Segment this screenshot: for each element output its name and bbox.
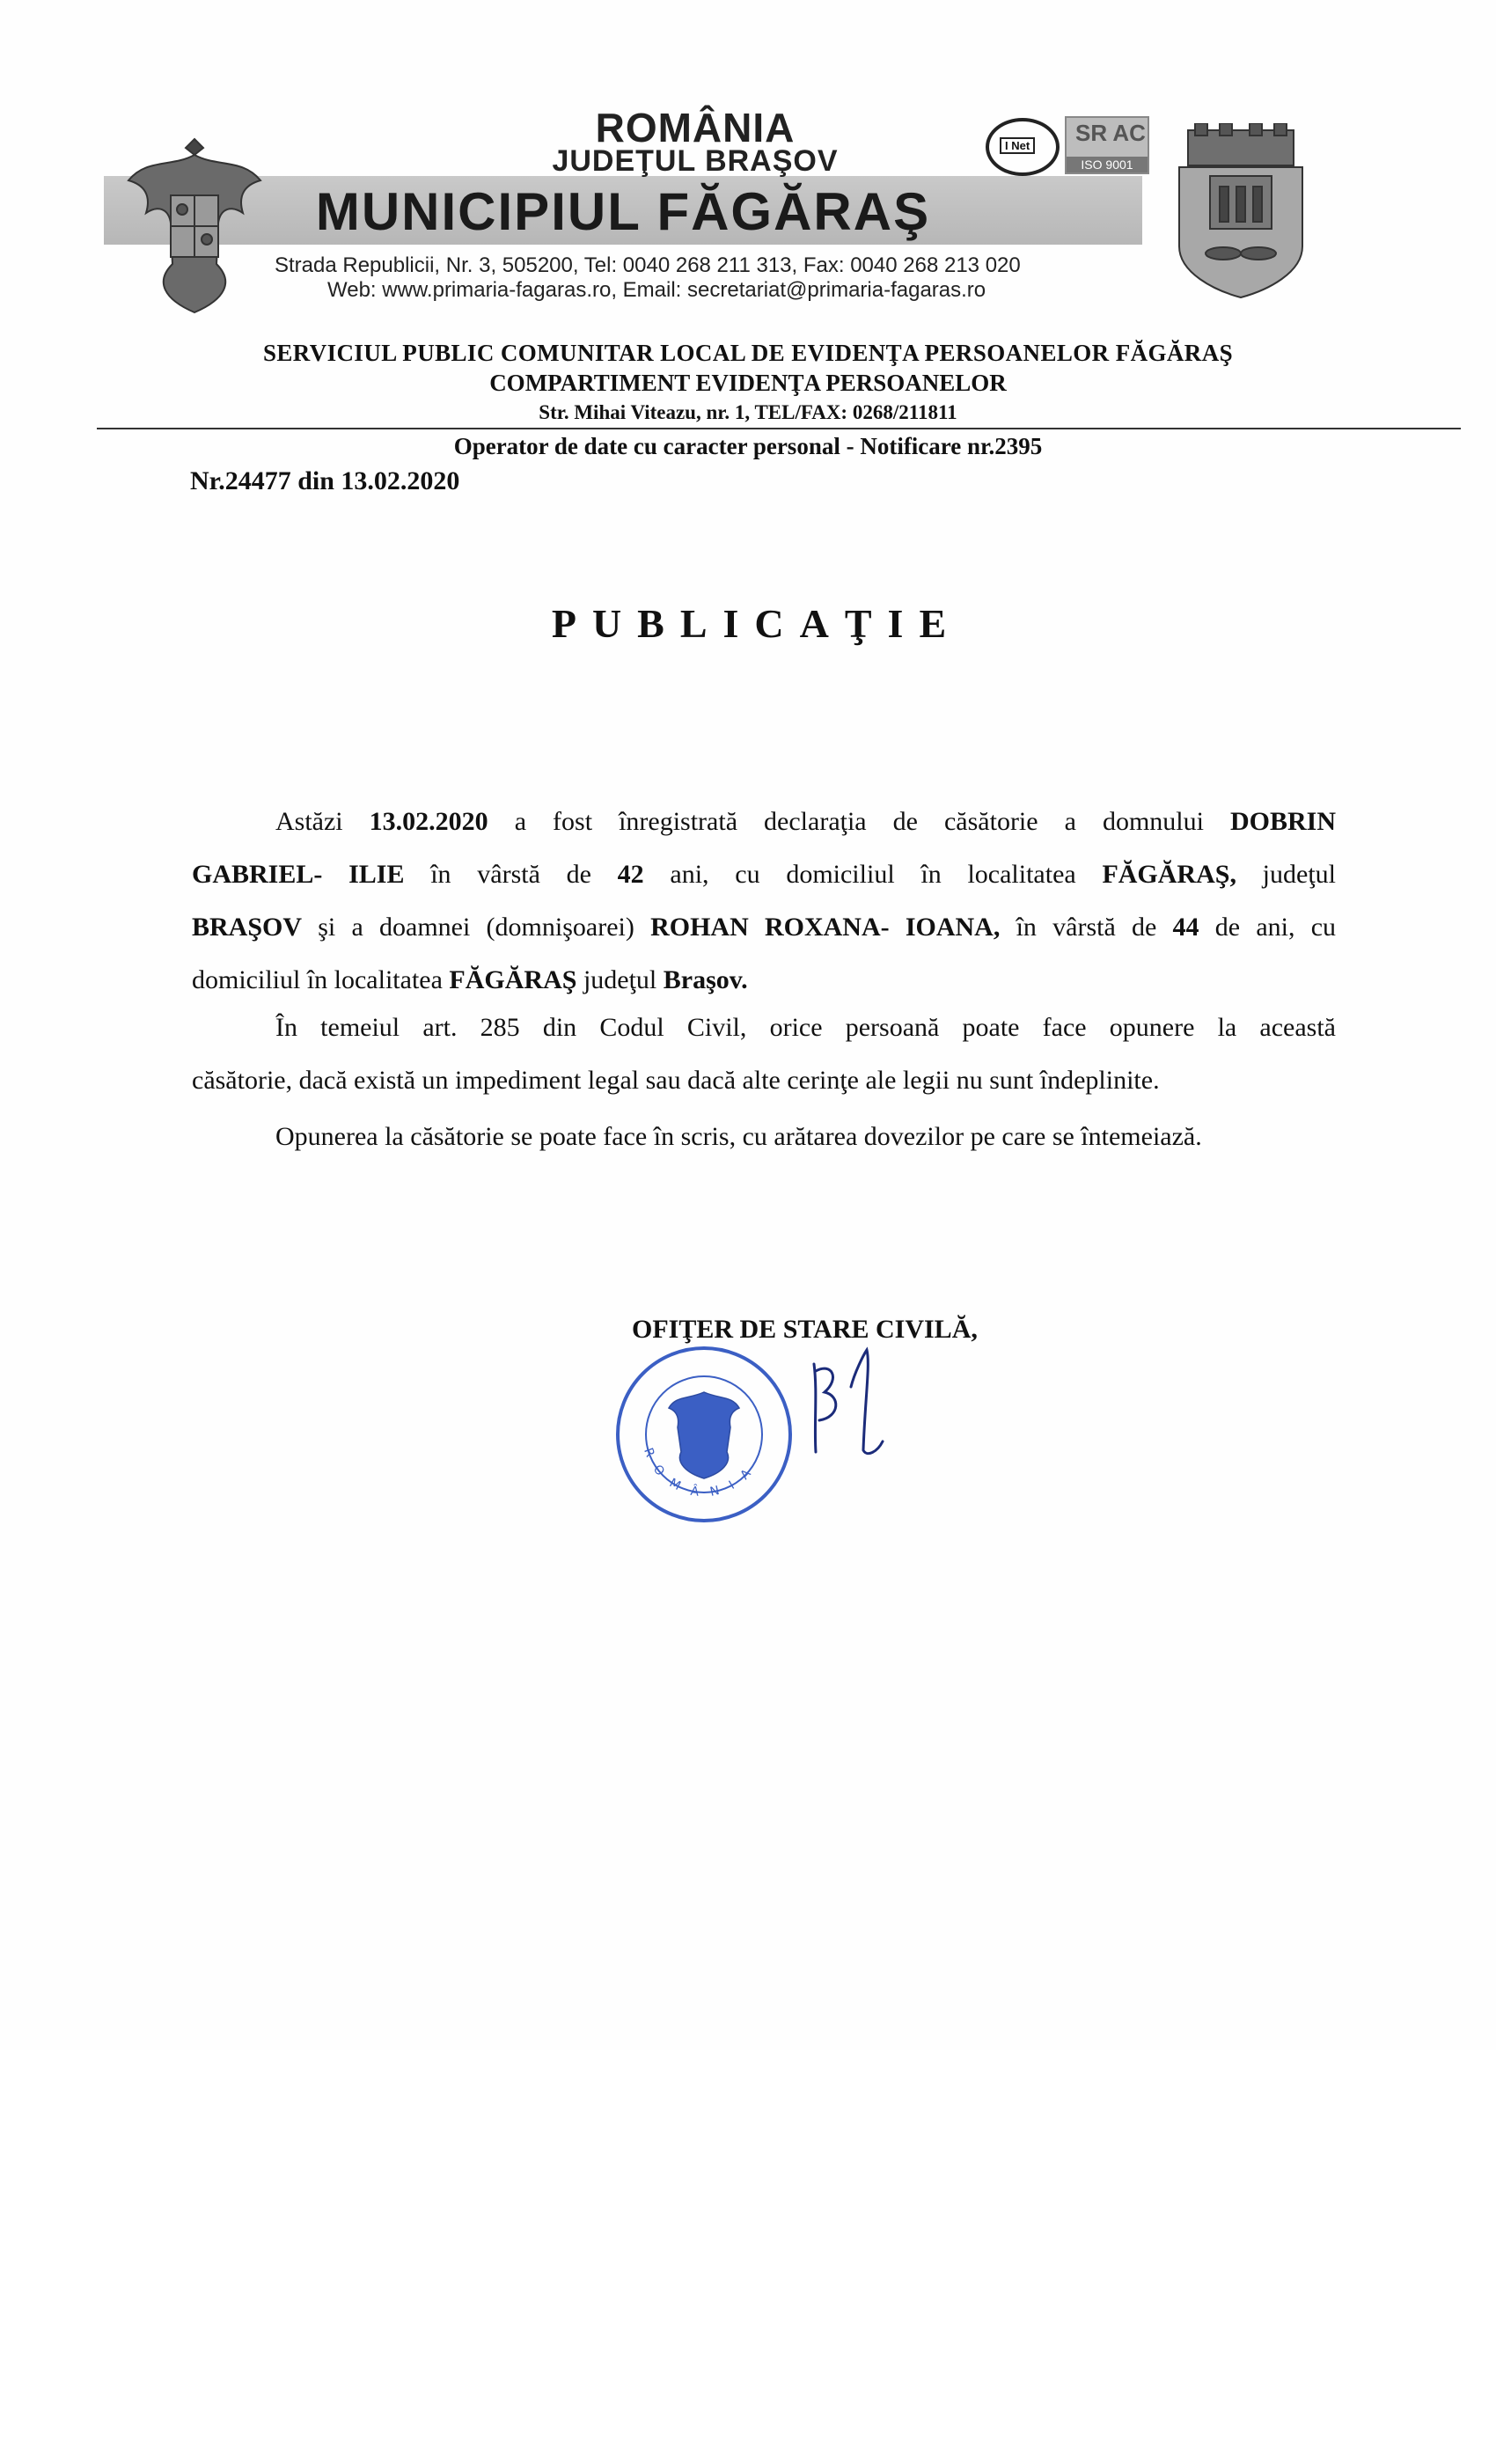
bride-county: Braşov. — [663, 965, 748, 994]
declaration-date: 13.02.2020 — [369, 807, 488, 836]
inet-certification-badge — [986, 118, 1060, 176]
paragraph-line — [192, 848, 1336, 901]
bride-locality: FĂGĂRAŞ — [449, 965, 577, 994]
srac-badge-label: SR AC — [1075, 120, 1146, 146]
text-span: şi a doamnei (domnişoarei) — [302, 913, 651, 942]
official-stamp-icon — [607, 1338, 801, 1531]
paragraph-line: căsătorie, dacă există un impediment legal sau dacă alte cerinţe ale legii nu sunt îndeplinite. — [192, 1066, 1160, 1095]
letterhead-municipality: MUNICIPIUL FĂGĂRAŞ — [315, 182, 931, 241]
groom-locality: FĂGĂRAŞ, — [1102, 860, 1236, 889]
service-name: SERVICIUL PUBLIC COMUNITAR LOCAL DE EVIDENŢA PERSOANELOR FĂGĂRAŞ — [262, 340, 1234, 366]
legal-basis-paragraph — [192, 1001, 1336, 1107]
inet-badge-label: I Net — [1000, 137, 1035, 154]
data-operator-notice: Operator de date cu caracter personal - Notificare nr.2395 — [453, 433, 1043, 459]
service-address: Str. Mihai Viteazu, nr. 1, TEL/FAX: 0268/211811 — [539, 401, 957, 423]
text-span: a fost înregistrată declaraţia de căsătorie a domnului — [488, 807, 1230, 836]
stamp-bottom-text: R O M Â N I A — [641, 1446, 758, 1500]
text-span: judeţul — [1236, 860, 1337, 889]
document-title: PUBLICAŢIE — [551, 601, 963, 646]
letterhead-web: Web: www.primaria-fagaras.ro, Email: secretariat@primaria-fagaras.ro — [327, 278, 986, 302]
paragraph-line: În temeiul art. 285 din Codul Civil, orice persoană poate face opunere la această — [275, 1013, 1336, 1042]
letterhead-address: Strada Republicii, Nr. 3, 505200, Tel: 0040 268 211 313, Fax: 0040 268 213 020 — [275, 253, 1021, 277]
paragraph-line — [192, 901, 1336, 954]
paragraph-line — [192, 796, 1336, 848]
letterhead-county: JUDEŢUL BRAŞOV — [552, 144, 839, 178]
letterhead-country: ROMÂNIA — [595, 105, 796, 150]
text-span: judeţul — [576, 965, 664, 994]
header-divider — [97, 428, 1461, 429]
groom-county: BRAŞOV — [192, 913, 303, 942]
fagaras-city-crest-icon — [1170, 123, 1311, 299]
handwritten-signature — [805, 1346, 902, 1470]
document-number: Nr.24477 din 13.02.2020 — [190, 466, 460, 495]
iso-badge-label: ISO 9001 — [1067, 157, 1148, 172]
groom-surname: DOBRIN — [1230, 807, 1337, 836]
text-span: ani, cu domiciliul în localitatea — [643, 860, 1103, 889]
signatory-title: OFIŢER DE STARE CIVILĂ, — [632, 1315, 978, 1344]
paragraph-line — [192, 954, 1336, 1007]
srac-iso-badge — [1065, 116, 1149, 174]
text-span: Astăzi — [275, 807, 370, 836]
service-department: COMPARTIMENT EVIDENŢA PERSOANELOR — [489, 370, 1007, 396]
text-span: de ani, cu — [1199, 913, 1337, 942]
groom-age: 42 — [617, 860, 644, 889]
text-span: în vârstă de — [1000, 913, 1173, 942]
opposition-paragraph: Opunerea la căsătorie se poate face în scris, cu arătarea dovezilor pe care se întemeiază. — [275, 1122, 1202, 1151]
text-span: în vârstă de — [404, 860, 618, 889]
bride-age: 44 — [1172, 913, 1199, 942]
declaration-paragraph — [192, 796, 1336, 1007]
text-span: domiciliul în localitatea — [192, 965, 450, 994]
bride-name: ROHAN ROXANA- IOANA, — [650, 913, 1001, 942]
letterhead-contact — [275, 253, 1155, 303]
groom-given-names: GABRIEL- ILIE — [192, 860, 405, 889]
